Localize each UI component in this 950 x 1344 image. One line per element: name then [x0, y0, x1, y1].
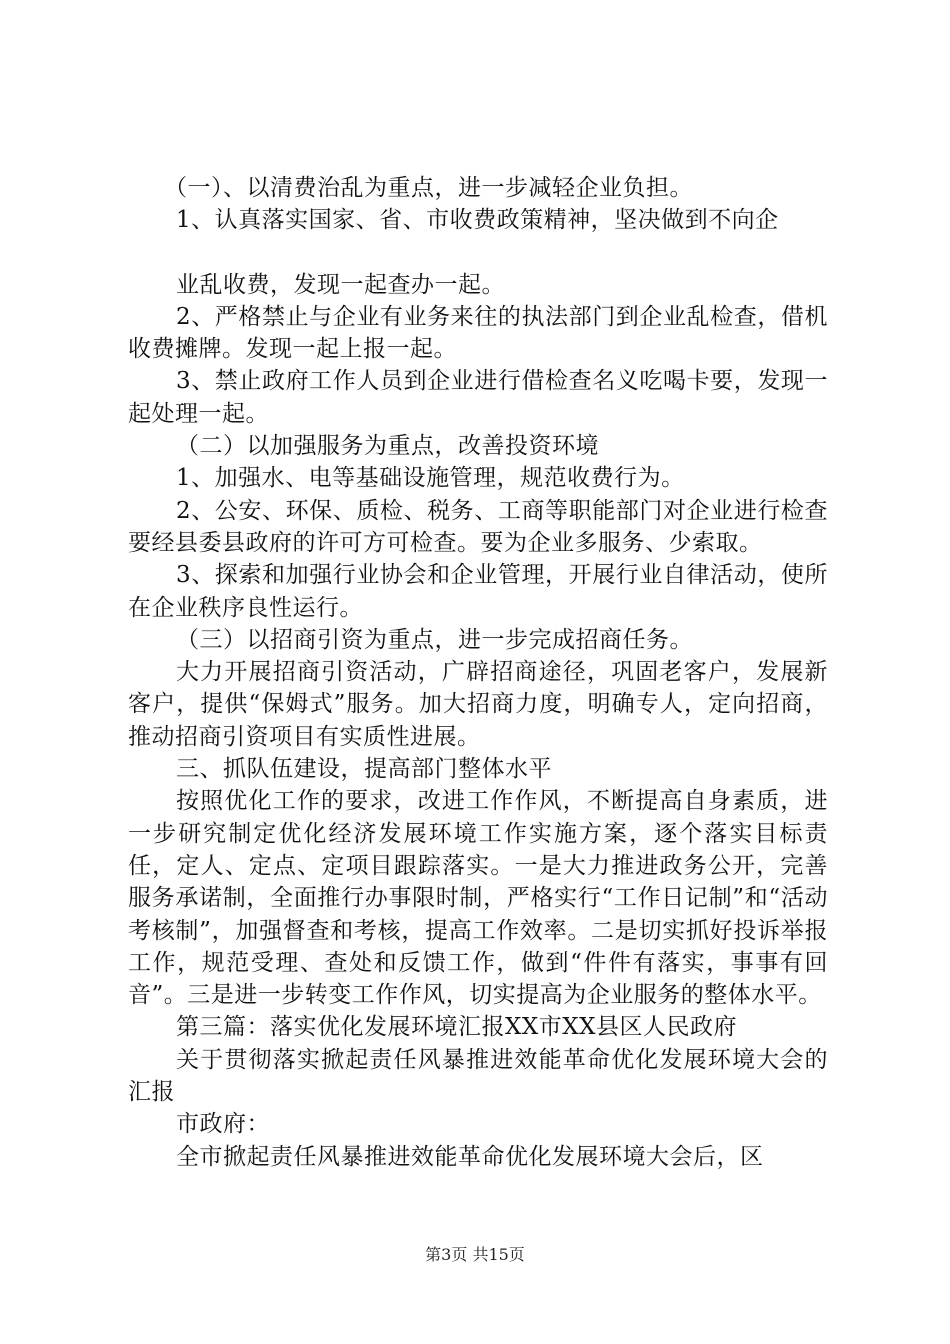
page-number-footer: 第3页 共15页 [425, 1245, 525, 1264]
report-title: 关于贯彻落实掀起责任风暴推进效能革命优化发展环境大会的汇报 [128, 1046, 828, 1106]
paragraph: 2、公安、环保、质检、税务、工商等职能部门对企业进行检查要经县委县政府的许可方可检查。要为企业多服务、少索取。 [128, 497, 828, 556]
section-heading-4: 三、抓队伍建设，提高部门整体水平 [176, 756, 552, 783]
paragraph: 1、认真落实国家、省、市收费政策精神，坚决做到不向企 [176, 207, 779, 234]
paragraph: 大力开展招商引资活动，广辟招商途径，巩固老客户，发展新客户，提供“保姆式”服务。加大招商力度，明确专人，定向招商，推动招商引资项目有实质性进展。 [128, 659, 828, 750]
paragraph: 1、加强水、电等基础设施管理，规范收费行为。 [176, 465, 685, 492]
paragraph: 2、严格禁止与企业有业务来往的执法部门到企业乱检查，借机收费摊牌。发现一起上报一起。 [128, 303, 828, 363]
paragraph: 3、禁止政府工作人员到企业进行借检查名义吃喝卡要，发现一起处理一起。 [128, 368, 828, 427]
paragraph: 全市掀起责任风暴推进效能革命优化发展环境大会后，区 [176, 1143, 764, 1170]
document-body [128, 172, 828, 1173]
paragraph: 业乱收费，发现一起查办一起。 [176, 271, 505, 298]
paragraph: 3、探索和加强行业协会和企业管理，开展行业自律活动，使所在企业秩序良性运行。 [128, 562, 828, 621]
chapter-title: 第三篇：落实优化发展环境汇报XX市XX县区人民政府 [176, 1014, 737, 1041]
salutation: 市政府： [176, 1111, 270, 1138]
paragraph: 按照优化工作的要求，改进工作作风，不断提高自身素质，进一步研究制定优化经济发展环境工作实施方案，逐个落实目标责任，定人、定点、定项目跟踪落实。一是大力推进政务公开，完善服务承诺制，全面推行办事限时制，严格实行“工作日记制”和“活动考核制”，加强督查和考核，提高工作效率。二是切实抓好投诉举报工作，规范受理、查处和反馈工作，做到“件件有落实，事事有回音”。三是进一步转变工作作风，切实提高为企业服务的整体水平。 [128, 788, 828, 1009]
section-heading-3: （三）以招商引资为重点，进一步完成招商任务。 [176, 626, 693, 653]
section-heading-2: （二）以加强服务为重点，改善投资环境 [176, 433, 599, 460]
section-heading-1: （一）、以清费治乱为重点，进一步减轻企业负担。 [164, 175, 693, 201]
